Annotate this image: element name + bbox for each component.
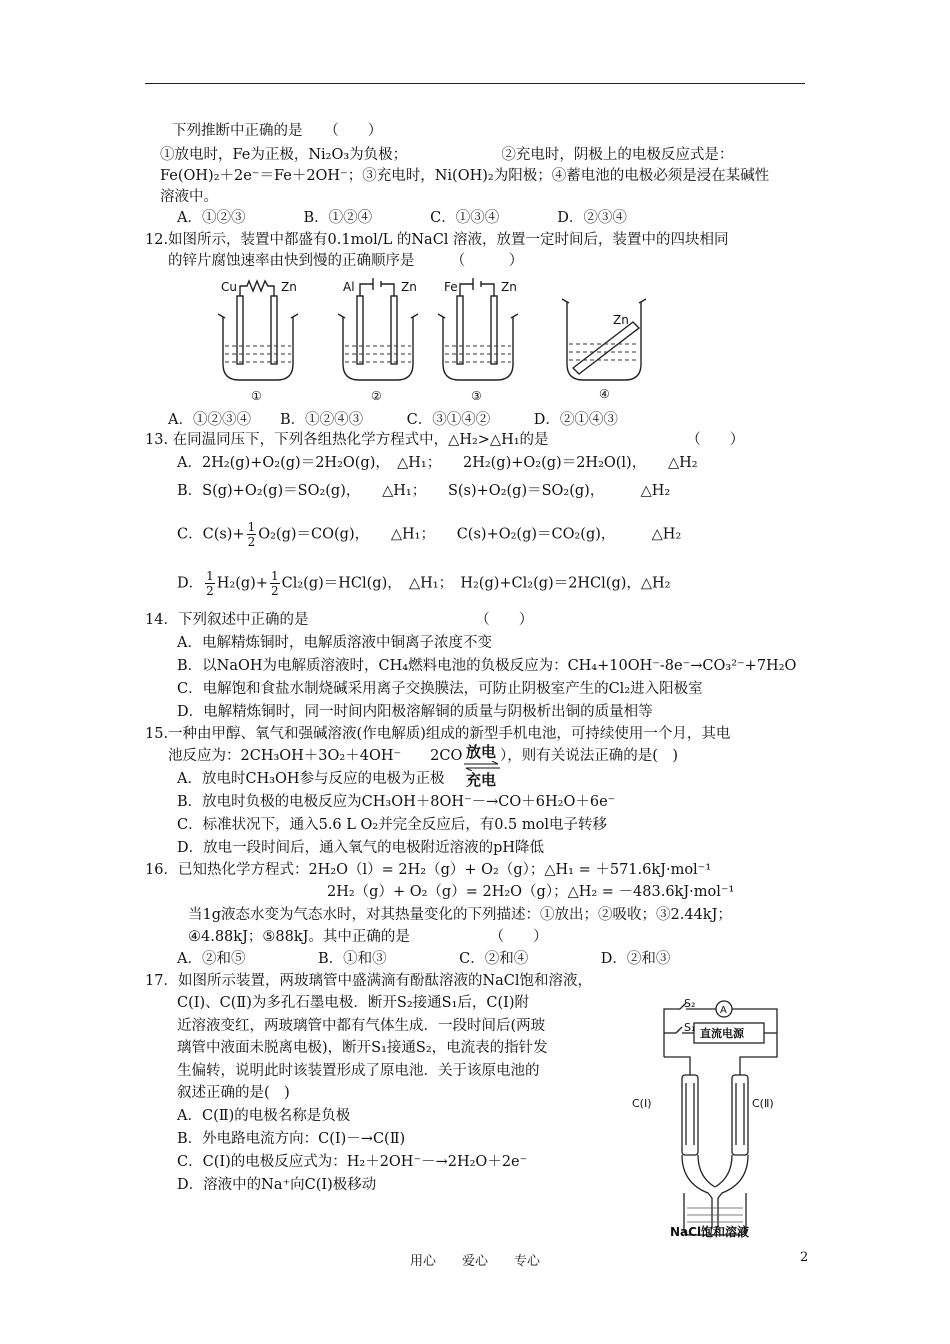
q12-label-zn-4: Zn xyxy=(613,313,629,327)
header-rule xyxy=(145,83,805,84)
q15-stem-2b: ），则有关说法正确的是( ) xyxy=(500,748,679,764)
q12-num-3: ③ xyxy=(471,389,482,403)
q11-stem: 下列推断中正确的是 （ ） xyxy=(172,123,383,139)
q13-option-b: B．S(g)+O₂(g)＝SO₂(g)， △H₁； S(s)+O₂(g)＝SO₂(g)， △H₂ xyxy=(177,483,671,499)
q14-stem: 14．下列叙述中正确的是 （ ） xyxy=(145,612,534,628)
q12-label-zn-2: Zn xyxy=(401,280,417,294)
q15-option-a: A．放电时CH₃OH参与反应的电极为正极 xyxy=(177,771,445,787)
q15-option-d: D．放电一段时间后，通入氧气的电极附近溶液的pH降低 xyxy=(177,840,545,856)
q17-stem-2: C(Ⅰ)、C(Ⅱ)为多孔石墨电极．断开S₂接通S₁后，C(Ⅰ)附 xyxy=(177,995,530,1011)
q17-ammeter: A xyxy=(720,1005,727,1016)
q17-dc-source: 直流电源 xyxy=(700,1027,744,1040)
q11-statement-3: 溶液中。 xyxy=(160,189,218,205)
q13-d-fraction-1 xyxy=(205,569,215,598)
q17-option-c: C．C(Ⅰ)的电极反应式为：H₂＋2OH⁻－→2H₂O＋2e⁻ xyxy=(177,1154,528,1170)
q14-option-c: C．电解饱和食盐水制烧碱采用离子交换膜法，可防止阴极室产生的Cl₂进入阳极室 xyxy=(177,681,703,697)
q17-stem-3: 近溶液变红，两玻璃管中都有气体生成．一段时间后(两玻 xyxy=(177,1018,546,1034)
q13-d-mid: H₂(g)+ xyxy=(216,575,268,592)
q13-option-c xyxy=(177,520,681,549)
q17-stem-4: 璃管中液面未脱离电极)，断开S₁接通S₂，电流表的指针发 xyxy=(177,1040,548,1056)
q17-electrolysis-figure xyxy=(612,993,812,1241)
q13-d-frac2-num: 1 xyxy=(270,569,279,583)
q12-options: A．①②③④ B．①②④③ C．③①④② D．②①④③ xyxy=(168,412,618,428)
q13-c-frac-num: 1 xyxy=(247,520,256,534)
q12-label-cu: Cu xyxy=(221,280,237,294)
q13-c-fraction xyxy=(247,520,257,549)
q17-caption: NaCl饱和溶液 xyxy=(670,1225,750,1239)
q16-options: A．②和⑤ B．①和③ C．②和④ D．②和③ xyxy=(177,951,671,967)
q15-discharge-label: 放电 xyxy=(466,743,497,761)
q11-statement-2: Fe(OH)₂＋2e⁻＝Fe＋2OH⁻；③充电时，Ni(OH)₂为阳极；④蓄电池的电极必须是浸在某碱性 xyxy=(160,168,770,184)
q12-num-4: ④ xyxy=(599,387,610,401)
q17-option-a: A．C(Ⅱ)的电极名称是负极 xyxy=(177,1108,351,1124)
q13-d-prefix: D． xyxy=(177,575,204,592)
q17-switch-s1: S₁ xyxy=(684,1021,696,1034)
page-footer: 用心 爱心 专心 xyxy=(409,1254,540,1269)
q16-stem-4: ④4.88kJ；⑤88kJ。其中正确的是 （ ） xyxy=(188,929,548,945)
q16-stem-2: 2H₂（g）+ O₂（g）= 2H₂O（g）；△H₂ = －483.6kJ·mol⁻¹ xyxy=(327,884,735,900)
q12-beakers-figure xyxy=(215,272,655,407)
q17-label-c2: C(Ⅱ) xyxy=(752,1097,774,1110)
q17-stem-6: 叙述正确的是( ) xyxy=(177,1085,290,1101)
q13-d-fraction-2 xyxy=(270,569,280,598)
page-number: 2 xyxy=(800,1250,809,1265)
q13-option-a: A．2H₂(g)+O₂(g)＝2H₂O(g)， △H₁； 2H₂(g)+O₂(g)＝2H₂O(l)， △H₂ xyxy=(177,455,698,471)
q16-stem-1: 16．已知热化学方程式：2H₂O（l）= 2H₂（g）+ O₂（g）；△H₁ = ＋571.6kJ·mol⁻¹ xyxy=(145,862,712,878)
q15-option-b: B．放电时负极的电极反应为CH₃OH＋8OH⁻－→CO＋6H₂O＋6e⁻ xyxy=(177,794,616,810)
q13-c-rest: O₂(g)＝CO(g)， △H₁； C(s)+O₂(g)＝CO₂(g)， △H₂ xyxy=(258,526,682,543)
q13-option-d xyxy=(177,569,671,598)
q12-label-zn-1: Zn xyxy=(281,280,297,294)
q15-stem-2a: 池反应为：2CH₃OH＋3O₂＋4OH⁻ 2CO xyxy=(168,748,463,764)
q13-d-rest: Cl₂(g)＝HCl(g)， △H₁； H₂(g)+Cl₂(g)＝2HCl(g)，△H₂ xyxy=(281,575,671,592)
q17-label-c1: C(Ⅰ) xyxy=(632,1097,652,1110)
q12-label-zn-3: Zn xyxy=(501,280,517,294)
q14-option-b: B．以NaOH为电解质溶液时，CH₄燃料电池的负极反应为：CH₄+10OH⁻-8e⁻→CO₃²⁻+7H₂O xyxy=(177,658,797,674)
q14-option-a: A．电解精炼铜时，电解质溶液中铜离子浓度不变 xyxy=(177,635,492,651)
q17-stem-1: 17．如图所示装置，两玻璃管中盛满滴有酚酞溶液的NaCl饱和溶液， xyxy=(145,973,593,989)
q13-d-frac2-den: 2 xyxy=(270,584,279,598)
q17-option-b: B．外电路电流方向：C(Ⅰ)－→C(Ⅱ) xyxy=(177,1131,406,1147)
q11-statement-1: ①放电时，Fe为正极，Ni₂O₃为负极； ②充电时，阴极上的电极反应式是： xyxy=(160,147,734,163)
q17-switch-s2: S₂ xyxy=(684,997,696,1010)
q12-label-fe: Fe xyxy=(444,280,458,294)
q12-stem-1: 12.如图所示，装置中都盛有0.1mol/L 的NaCl 溶液，放置一定时间后，装置中的四块相同 xyxy=(145,232,729,248)
q15-charge-label: 充电 xyxy=(466,771,497,789)
q15-option-c: C．标准状况下，通入5.6 L O₂并完全反应后，有0.5 mol电子转移 xyxy=(177,817,607,833)
q14-option-d: D．电解精炼铜时，同一时间内阳极溶解铜的质量与阴极析出铜的质量相等 xyxy=(177,704,653,720)
q13-stem: 13. 在同温同压下，下列各组热化学方程式中，△H₂>△H₁的是 （ ） xyxy=(145,432,745,448)
q17-stem-5: 生偏转，说明此时该装置形成了原电池．关于该原电池的 xyxy=(177,1063,540,1079)
q12-num-2: ② xyxy=(371,389,382,403)
q12-label-al: Al xyxy=(343,280,355,294)
q12-num-1: ① xyxy=(251,389,262,403)
q17-option-d: D．溶液中的Na⁺向C(Ⅰ)极移动 xyxy=(177,1177,377,1193)
q11-options: A．①②③ B．①②④ C．①③④ D．②③④ xyxy=(177,210,627,226)
q13-c-prefix: C．C(s)+ xyxy=(177,526,245,543)
q13-d-frac1-num: 1 xyxy=(206,569,214,583)
q12-stem-2: 的锌片腐蚀速率由快到慢的正确顺序是 （ ） xyxy=(168,253,524,269)
q13-c-frac-den: 2 xyxy=(247,535,256,549)
q16-stem-3: 当1g液态水变为气态水时，对其热量变化的下列描述：①放出；②吸收；③2.44kJ； xyxy=(188,907,732,923)
q15-stem-1: 15.一种由甲醇、氧气和强碱溶液(作电解质)组成的新型手机电池，可持续使用一个月，其电 xyxy=(145,726,731,742)
q13-d-frac1-den: 2 xyxy=(206,584,214,598)
